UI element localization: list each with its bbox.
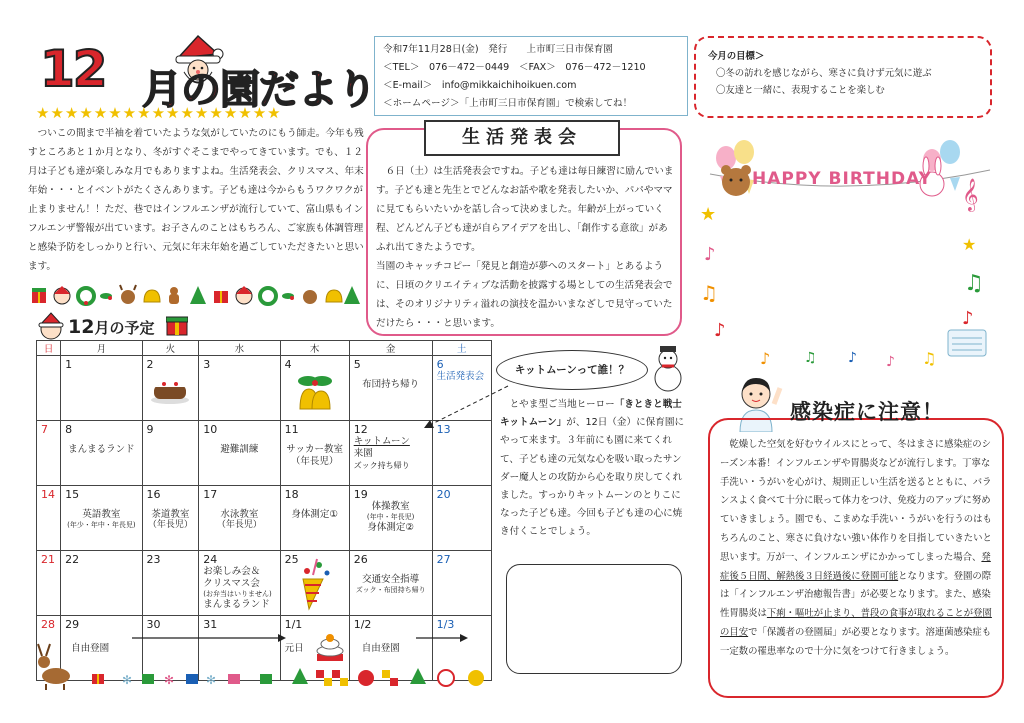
day-number: 14 [41,488,55,501]
reindeer-icon [38,644,70,690]
kitto-moon-bubble: キットムーンって誰！？ [496,350,648,390]
infection-underlined: 発症後５日間、解熱後３日経過後に登園可能 [720,551,991,582]
calendar-cell [142,486,199,551]
new-year-pattern-icon [292,668,484,686]
svg-text:𝄞: 𝄞 [962,178,979,211]
weekday-wed: 水 [199,341,280,356]
day-number: 1 [65,358,73,371]
event-label: 身体測定① [291,509,338,520]
svg-text:♪: ♪ [704,244,716,265]
calendar-cell [142,421,199,486]
presentation-body [376,162,674,333]
day-number: 25 [284,553,299,566]
snowflake-icon [164,673,174,687]
weekday-thu: 木 [280,341,349,356]
day-number: 7 [41,423,48,436]
svg-text:♪: ♪ [848,350,857,366]
event-label: 生活発表会 [436,371,485,382]
event-label: 避難訓練 [220,444,259,455]
happy-birthday-decoration [700,140,1000,380]
goal-item: 〇冬の訪れを感じながら、寒さに負けず元気に遊ぶ [716,68,932,79]
presentation-paragraph: ６日（土）は生活発表会ですね。子ども達は毎日練習に励んでいます。子ども達と先生とでどんなお話や歌を発表したいか、パパやママに見てもらいたいかを話し合って決めました。年齢が上がっていく程、どんどん子ども達が自らアイデアを出し、「創作する意欲」があふれ出てきたようです。 [376,166,674,253]
infection-text: で「保護者の登園届」が必要となります。溶連菌感染症も一定数の罹患率なので十分に気をつけて行きましょう。 [720,626,992,657]
kitto-text: が、12日（金）に保育園にやって来ます。３年前にも園に来てくれて、子ども達の元気な心を吸い取ったサンダー魔人との攻防から心を取り戻してくれました。すっかりキットムーンのとりこになった子ども達。今回も子ども達の心に焼き付くことでしょう。 [500,417,685,538]
calendar-cell-saturday [432,551,491,616]
calendar-cell [349,486,432,551]
weekday-fri: 金 [349,341,432,356]
monthly-goals-box [694,36,992,118]
event-label: クリスマス会 [203,578,260,589]
calendar-cell-sunday [37,486,61,551]
day-number: 31 [203,618,218,631]
tree-icon [344,286,360,304]
tree-icon [190,286,206,304]
svg-text:✻: ✻ [164,673,175,687]
event-label: まんまるランド [68,444,135,455]
calendar-title-text: 月の予定 [94,319,155,337]
infection-text: 乾燥した空気を好むウイルスにとって、冬はまさに感染症のシーズン本番！インフルエンザや胃腸炎などが流行します。丁寧な手洗い・うがいを心がけ、規則正しい生活を送るとともに、バランスよく食べて十分に眠って体力をつけ、免疫力のアップに努めていきましょう。園でも、こまめな手洗い・うがいを行うのはもちろんのこと、寒さに負けない強い体作りを目指していきたいと思います。万が一、インフルエンザにかかってしまった場合、 [720,439,992,563]
bell-icon [144,290,160,302]
event-label: 布団持ち帰り [362,379,420,390]
calendar-cell [199,486,280,551]
day-number: 29 [65,618,80,631]
event-label: 身体測定② [367,522,414,533]
calendar-weekday-row [37,341,492,356]
weekday-sat: 土 [432,341,491,356]
bell-icon [326,290,342,302]
day-number: 26 [353,553,368,566]
music-book-icon [948,330,986,356]
event-label: 自由登園 [361,643,400,654]
calendar-title-month: 12 [68,316,95,338]
kitto-text: とやま型ご当地ヒーロー [509,399,615,410]
gift-icon [92,674,104,684]
kitto-moon-body [500,396,686,542]
day-number: 6 [436,358,444,371]
day-number: 24 [203,553,218,566]
day-number: 20 [436,488,451,501]
event-label: お楽しみ会＆ [203,566,261,577]
day-number: 22 [65,553,80,566]
gift-icon [142,674,154,684]
calendar-title [36,310,206,340]
title-month-number: 12 [40,40,106,98]
santa-face-icon [236,286,252,304]
title-text: 月の園だより [142,67,376,113]
snowflake-icon [206,673,216,687]
birthday-text: HAPPY BIRTHDAY [752,169,932,189]
infection-body [720,436,996,662]
day-number: 19 [353,488,368,501]
newsletter-title [30,34,376,122]
day-number: 1/1 [284,618,303,631]
snowflake-icon [122,673,132,687]
svg-text:★: ★ [962,235,977,254]
day-number: 13 [436,423,451,436]
svg-text:♫: ♫ [700,281,718,305]
calendar-cell [61,486,142,551]
child-santa-icon [36,312,66,340]
bottom-decoration-strip [36,640,492,690]
holly-icon [100,293,112,300]
event-label: 自由登園 [71,643,110,654]
event-label: サッカー教室 [286,444,344,455]
event-label: ズック持ち帰り [353,461,410,470]
svg-text:✻: ✻ [122,673,133,687]
christmas-bell-icon [294,373,336,413]
calendar-cell-empty [37,356,61,421]
calendar-cell [199,551,280,616]
day-number: 11 [284,423,299,436]
calendar-cell [199,356,280,421]
event-label: 体操教室 [371,501,410,512]
music-note-icon [700,178,984,370]
event-label: 交通安全指導 [362,574,420,585]
wreath-icon [260,288,276,304]
day-number: 18 [284,488,299,501]
day-number: 2 [146,358,154,371]
calendar-cell-sunday [37,421,61,486]
christmas-cake-icon [150,375,190,405]
calendar-cell [280,551,349,616]
infection-underlined: 下痢・嘔吐が止まり、普段の食事が取れることが登園の目安 [720,608,992,638]
presentation-paragraph: 当園のキャッチコピー「発見と創造が夢へのスタート」とあるように、日頃のクリエイティブな活動を披露する場としての生活発表会では、そのオリジナリティ溢れの演技を温かいまなざしで見守っていただけたら・・・と思います。 [376,261,673,329]
calendar-cell [61,421,142,486]
wreath-icon [78,288,94,305]
gift-icon [228,674,240,684]
day-number: 30 [146,618,161,631]
day-number: 28 [41,618,55,631]
intro-paragraph: ついこの間まで半袖を着ていたような気がしていたのにもう師走。今年も残すところあと１か月となり、冬がすぐそこまでやってきています。でも、１２月は子ども達が楽しみな月でもありますよね。生活発表会、クリスマス、年末年始・・・とイベントがたくさんあります。子ども達は今からもうワクワクが止まりません！！ただ、巷ではインフルエンザが流行していて、富山県もインフルエンザ警報が出ています。お子さんのことはもちろん、ご家族も体調管理と感染予防をしっかりと行い、元気に年末年始を過ごしていただきたいと思います。 [28,128,364,272]
svg-text:♪: ♪ [714,320,726,341]
day-number: 17 [203,488,218,501]
day-number: 10 [203,423,218,436]
issue-date-line: 令和7年11月28日(金) 発行 上市町三日市保育園 [383,44,613,55]
day-number: 5 [353,358,361,371]
calendar-cell [61,551,142,616]
day-number: 4 [284,358,292,371]
event-label: キットムーン [353,436,410,447]
title-star-row: ★★★★★★★★★★★★★★★★★ [36,104,282,122]
calendar-cell [142,356,199,421]
reindeer-icon [303,290,317,304]
kitto-hero-name: 「きときと戦士キットムーン」 [500,399,682,429]
event-label: まんまるランド [203,599,270,610]
event-label: 来園 [353,448,373,459]
calendar-cell [280,486,349,551]
goal-item: 〇友達と一緒に、表現することを楽しむ [716,85,885,96]
gift-icon [260,674,272,684]
calendar-week [37,486,492,551]
contact-info-box [374,36,688,116]
svg-text:♫: ♫ [964,271,984,296]
event-label: 英語教室 [82,509,121,520]
day-number: 9 [146,423,154,436]
santa-face-icon [54,286,70,304]
goals-heading: 今月の目標＞ [708,51,765,62]
holly-icon [282,293,294,300]
infection-title: 感染症に注意！ [790,400,944,424]
calendar-cell [199,421,280,486]
gift-icon [166,312,188,336]
gingerbread-icon [169,287,179,304]
svg-text:♪: ♪ [886,354,895,370]
infection-text: となります。登園の際は「インフルエンザ治癒報告書」が必要となります。また、感染性胃腸炎は [720,570,992,620]
event-sub-label: (お弁当はいりません) [203,590,272,598]
calendar-cell-saturday [432,486,491,551]
phone-fax-line: ＜TEL＞ 076－472－0449 ＜FAX＞ 076－472－1210 [383,62,646,73]
weekday-tue: 火 [142,341,199,356]
calendar-cell [280,356,349,421]
snowman-icon [648,344,688,394]
day-number: 1/2 [353,618,372,631]
christmas-ornament-strip [30,284,360,306]
day-number: 8 [65,423,73,436]
day-number: 1/3 [436,618,455,631]
event-label: 茶道教室 [151,509,190,520]
event-sub-label: (年少・年中・年長児) [67,521,136,529]
gift-icon [186,674,198,684]
calendar-cell [280,421,349,486]
reindeer-icon [120,285,136,304]
calendar-cell [142,551,199,616]
empty-frame [506,564,682,674]
day-number: 23 [146,553,161,566]
calendar-week [37,551,492,616]
weekday-sun: 日 [37,341,61,356]
svg-text:♪: ♪ [962,308,974,329]
day-number: 15 [65,488,80,501]
svg-text:♫: ♫ [922,349,937,368]
presentation-title: 生活発表会 [424,120,620,156]
svg-text:♪: ♪ [760,349,771,368]
gift-icon [32,288,46,303]
day-number: 3 [203,358,211,371]
event-sub-label: （年長児） [290,456,339,467]
email-line: ＜E-mail＞ info@mikkaichihoikuen.com [383,80,577,91]
party-cracker-icon [299,555,333,611]
event-label: 元日 [284,643,304,654]
event-sub-label: ズック・布団持ち帰り [355,586,426,594]
bear-icon [721,165,751,196]
event-sub-label: （年長児） [216,520,262,530]
gift-icon [214,291,228,303]
calendar-cell-sunday [37,551,61,616]
day-number: 16 [146,488,161,501]
svg-text:✻: ✻ [206,673,217,687]
svg-text:♫: ♫ [804,350,817,366]
svg-text:★: ★ [700,204,717,225]
day-number: 27 [436,553,451,566]
calendar-cell [61,356,142,421]
day-number: 21 [41,553,55,566]
event-sub-label: （年長児） [147,520,193,530]
calendar-cell [349,551,432,616]
homepage-line: ＜ホームページ＞「上市町三日市保育園」で検索してね！ [383,98,633,109]
event-sub-label: (年中・年長児) [366,513,415,521]
dashed-arrow [420,384,510,432]
weekday-mon: 月 [61,341,142,356]
event-label: 水泳教室 [220,509,259,520]
day-number: 12 [353,423,368,436]
